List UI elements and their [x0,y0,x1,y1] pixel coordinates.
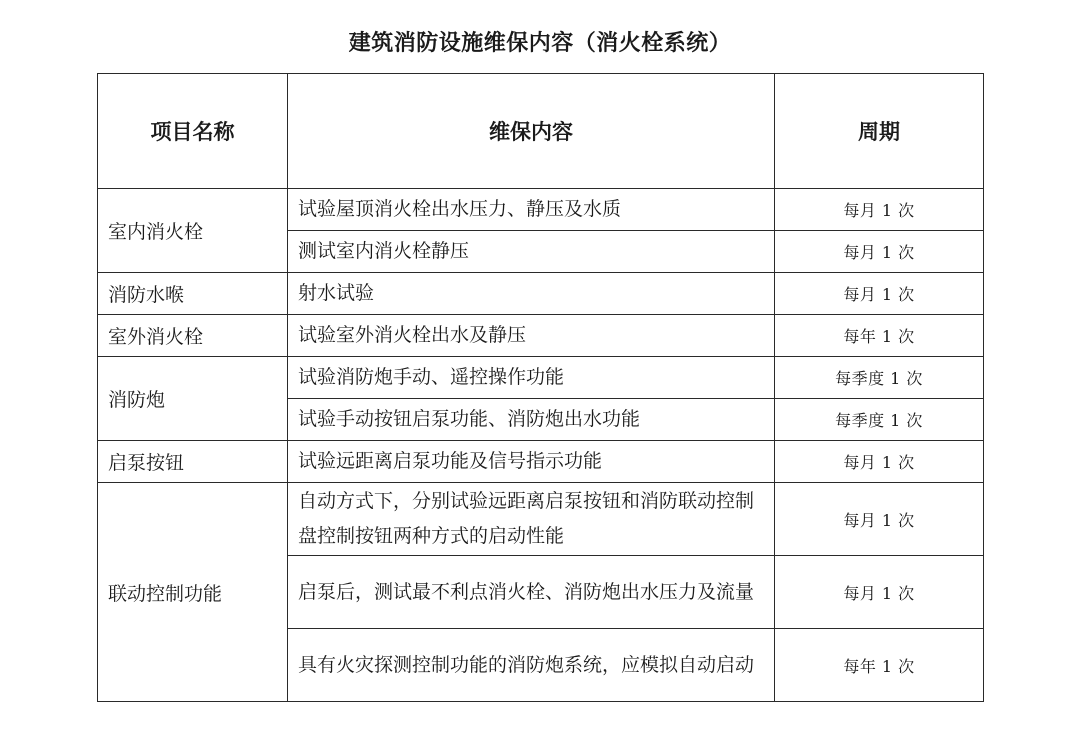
item-name-cell: 室内消火栓 [98,189,288,273]
period-cell: 每月 1 次 [775,189,984,231]
content-cell: 射水试验 [288,273,775,315]
content-cell: 自动方式下，分别试验远距离启泵按钮和消防联动控制盘控制按钮两种方式的启动性能 [288,483,775,556]
content-cell: 具有火灾探测控制功能的消防炮系统，应模拟自动启动 [288,629,775,702]
header-row [98,74,984,189]
table-row [98,273,984,315]
period-cell: 每月 1 次 [775,556,984,629]
content-cell: 试验消防炮手动、遥控操作功能 [288,357,775,399]
item-name-cell: 启泵按钮 [98,441,288,483]
table-row [98,357,984,399]
content-cell: 测试室内消火栓静压 [288,231,775,273]
table-row [98,315,984,357]
period-cell: 每月 1 次 [775,273,984,315]
period-cell: 每月 1 次 [775,483,984,556]
content-cell: 试验手动按钮启泵功能、消防炮出水功能 [288,399,775,441]
content-cell: 试验远距离启泵功能及信号指示功能 [288,441,775,483]
period-cell: 每季度 1 次 [775,357,984,399]
table-row [98,483,984,556]
content-cell: 启泵后，测试最不利点消火栓、消防炮出水压力及流量 [288,556,775,629]
period-cell: 每月 1 次 [775,231,984,273]
period-cell: 每月 1 次 [775,441,984,483]
table-row [98,441,984,483]
table-row [98,189,984,231]
header-maintenance-content: 维保内容 [288,74,775,189]
period-cell: 每年 1 次 [775,629,984,702]
period-cell: 每季度 1 次 [775,399,984,441]
period-cell: 每年 1 次 [775,315,984,357]
item-name-cell: 消防水喉 [98,273,288,315]
document-title: 建筑消防设施维保内容（消火栓系统） [348,31,732,56]
header-period: 周期 [775,74,984,189]
item-name-cell: 室外消火栓 [98,315,288,357]
header-item-name: 项目名称 [98,74,288,189]
item-name-cell: 消防炮 [98,357,288,441]
content-cell: 试验屋顶消火栓出水压力、静压及水质 [288,189,775,231]
content-cell: 试验室外消火栓出水及静压 [288,315,775,357]
maintenance-table [97,73,984,702]
item-name-cell: 联动控制功能 [98,483,288,702]
